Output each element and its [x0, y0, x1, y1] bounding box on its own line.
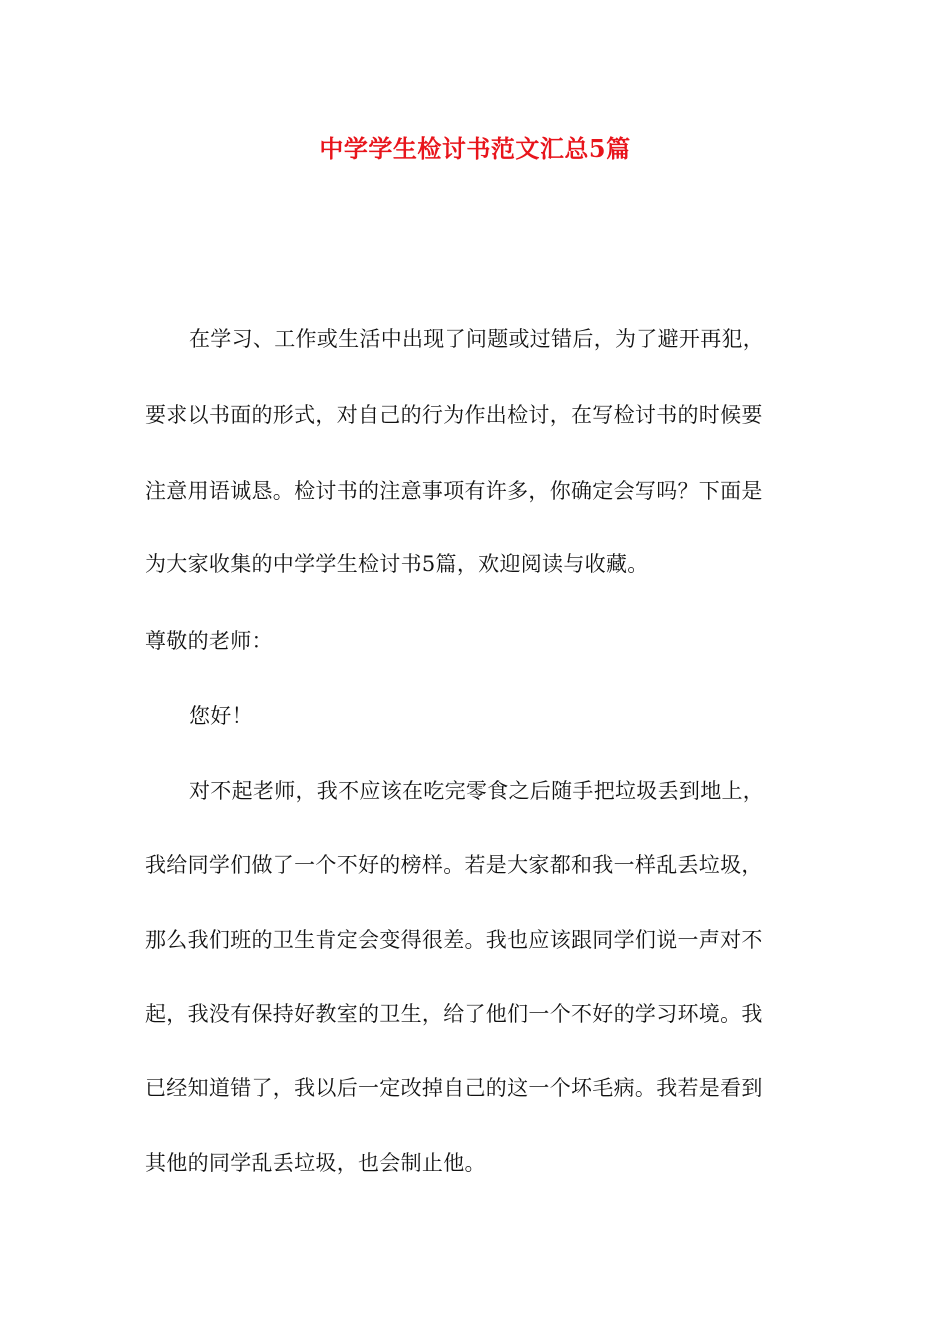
salutation: 尊敬的老师：	[145, 629, 273, 653]
body-line-1: 对不起老师，我不应该在吃完零食之后随手把垃圾丢到地上，	[189, 779, 765, 803]
intro-line-3: 注意用语诚恳。检讨书的注意事项有许多，你确定会写吗？下面是	[145, 479, 763, 503]
document-title: 中学学生检讨书范文汇总5篇	[319, 134, 631, 163]
body-line-3: 那么我们班的卫生肯定会变得很差。我也应该跟同学们说一声对不	[145, 928, 763, 952]
body-line-2: 我给同学们做了一个不好的榜样。若是大家都和我一样乱丢垃圾，	[145, 853, 763, 877]
greeting: 您好！	[189, 704, 253, 728]
body-line-6: 其他的同学乱丢垃圾，也会制止他。	[145, 1151, 486, 1175]
intro-line-2: 要求以书面的形式，对自己的行为作出检讨，在写检讨书的时候要	[145, 403, 763, 427]
intro-line-1: 在学习、工作或生活中出现了问题或过错后，为了避开再犯，	[189, 327, 765, 351]
body-line-4: 起，我没有保持好教室的卫生，给了他们一个不好的学习环境。我	[145, 1002, 763, 1026]
body-line-5: 已经知道错了，我以后一定改掉自己的这一个坏毛病。我若是看到	[145, 1076, 763, 1100]
intro-line-4: 为大家收集的中学学生检讨书5篇，欢迎阅读与收藏。	[145, 552, 649, 576]
